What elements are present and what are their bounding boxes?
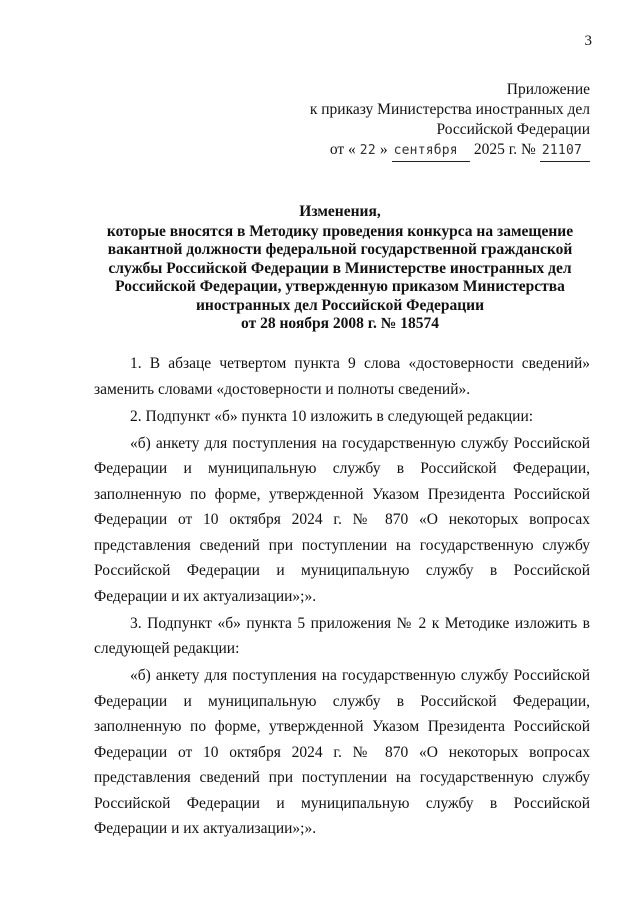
title-line-1: которые вносятся в Методику проведения конкурса на замещение	[106, 222, 574, 240]
appendix-country: Российской Федерации	[436, 121, 590, 138]
title-line-6: от 28 ноября 2008 г. № 18574	[241, 315, 439, 332]
date-month: сентября	[392, 141, 470, 162]
document-title	[80, 203, 600, 334]
paragraph-5: «б) анкету для поступления на государственную службу Российской Федерации и муниципальную службу в Российской Федерации, заполненную по форме, утвержденной Указом Президента Российской Федерации от 10 октября 2024 г. № 870 «О некоторых вопросах представления сведений при поступлении на государственную службу Российской Федерации и муниципальную службу в Российской Федерации и их актуализации»;».	[94, 667, 590, 837]
title-line-4: Российской Федерации, утвержденную приказом Министерства	[115, 278, 565, 295]
appendix-block	[230, 80, 590, 162]
appendix-date-line	[230, 140, 590, 162]
paragraph-3: «б) анкету для поступления на государственную службу Российской Федерации и муниципальную службу в Российской Федерации, заполненную по форме, утвержденной Указом Президента Российской Федерации от 10 октября 2024 г. № 870 «О некоторых вопросах представления сведений при поступлении на государственную службу Российской Федерации и муниципальную службу в Российской Федерации и их актуализации»;».	[94, 434, 590, 605]
paragraph-4: 3. Подпункт «б» пункта 5 приложения № 2 к Методике изложить в следующей редакции:	[94, 614, 590, 657]
appendix-title: Приложение	[506, 81, 590, 98]
date-year: 2025 г. №	[473, 141, 536, 158]
paragraph-2: 2. Подпункт «б» пункта 10 изложить в следующей редакции:	[130, 407, 534, 425]
page-number: 3	[584, 33, 592, 49]
date-day: 22	[359, 143, 376, 158]
paragraph-1: 1. В абзаце четвертом пункта 9 слова «достоверности сведений» заменить словами «достоверности и полноты сведений».	[94, 355, 590, 398]
order-number: 21107	[540, 141, 590, 162]
document-body	[94, 351, 590, 843]
title-line-2: вакантной должности федеральной государственной гражданской	[107, 241, 573, 258]
title-line-5: иностранных дел Российской Федерации	[195, 296, 485, 314]
title-heading: Изменения,	[299, 203, 381, 220]
title-line-3: службы Российской Федерации в Министерстве иностранных дел	[108, 259, 572, 277]
appendix-order-ref: к приказу Министерства иностранных дел	[309, 101, 590, 118]
date-mid: »	[379, 141, 388, 158]
date-prefix: от «	[329, 141, 356, 158]
